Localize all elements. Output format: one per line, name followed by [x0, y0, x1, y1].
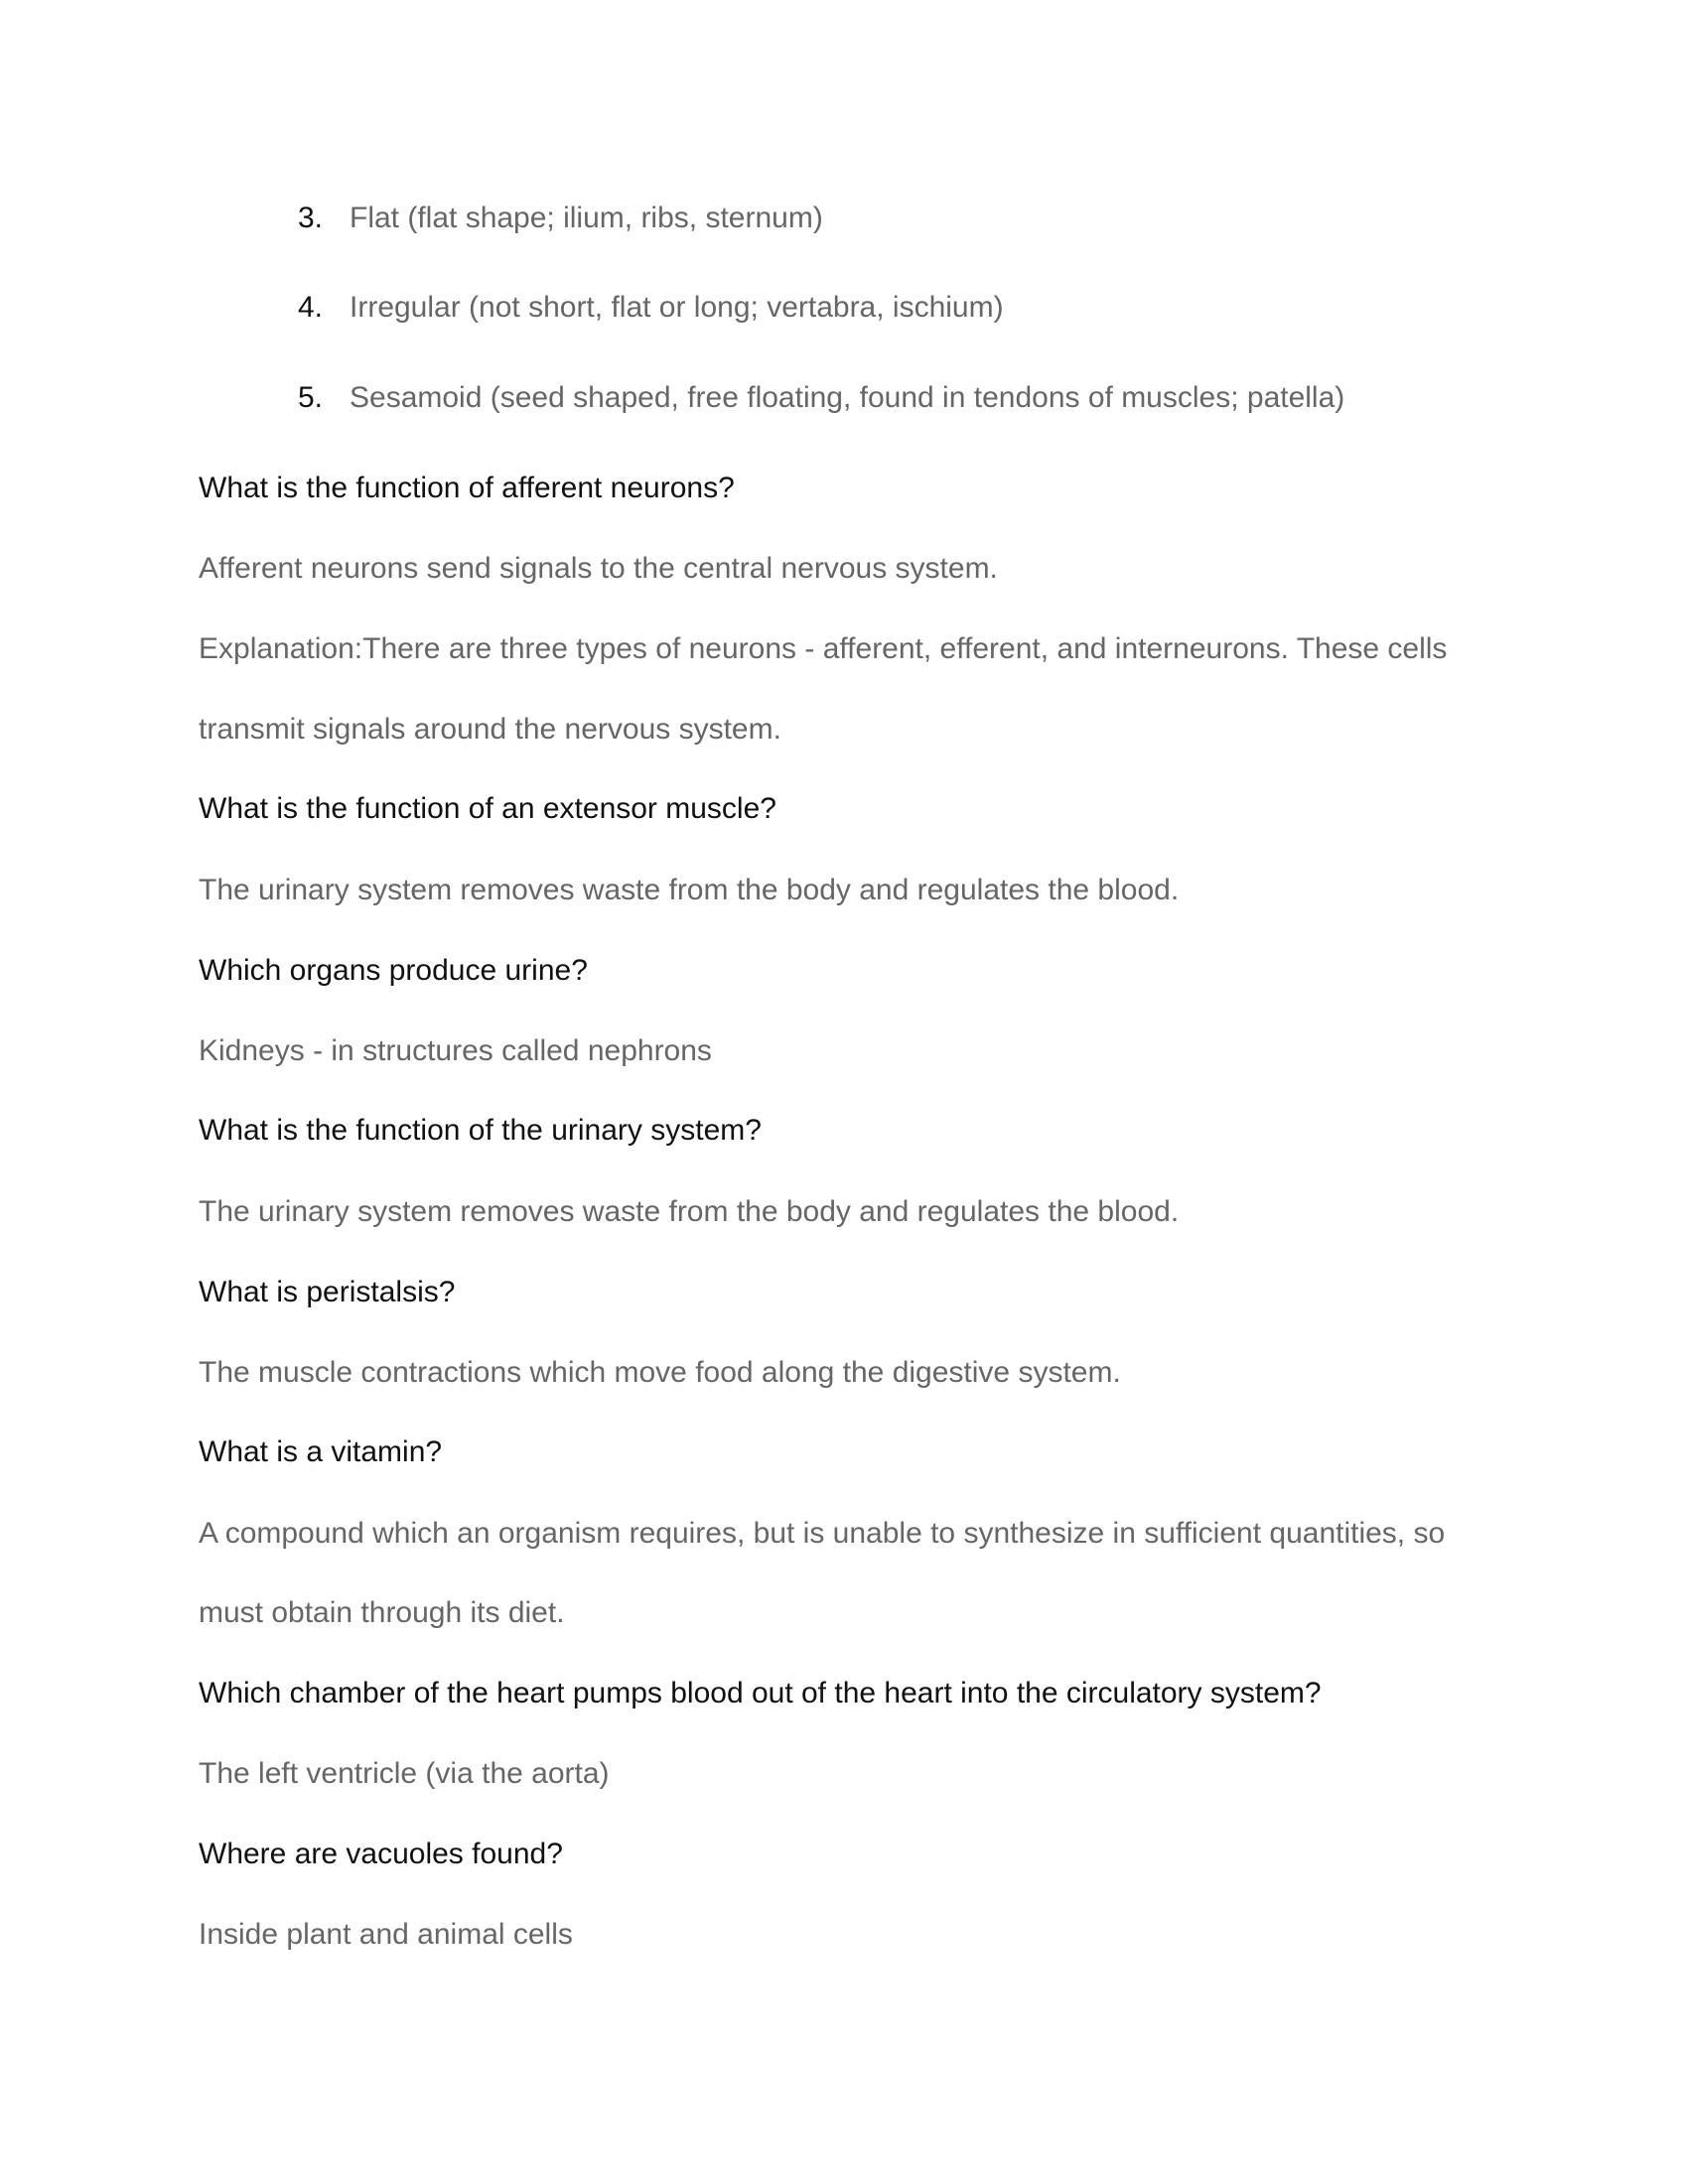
answer-line: The left ventricle (via the aorta) — [199, 1757, 610, 1790]
list-text: Sesamoid (seed shaped, free floating, found in tendons of muscles; patella) — [350, 381, 1345, 414]
answer-line: Afferent neurons send signals to the central nervous system. — [199, 552, 998, 585]
question-extensor-muscle: What is the function of an extensor muscle? — [199, 792, 776, 825]
answer-line: The urinary system removes waste from the body and regulates the blood. — [199, 1195, 1180, 1228]
question-peristalsis: What is peristalsis? — [199, 1276, 456, 1308]
list-text: Flat (flat shape; ilium, ribs, sternum) — [350, 202, 823, 234]
list-number: 3. — [298, 202, 324, 234]
answer-line: A compound which an organism requires, but is unable to synthesize in sufficient quantities, so — [199, 1517, 1446, 1550]
answer-line: Kidneys - in structures called nephrons — [199, 1034, 712, 1067]
answer-line: Inside plant and animal cells — [199, 1918, 573, 1951]
list-number: 5. — [298, 381, 324, 414]
list-item-irregular — [298, 290, 1004, 326]
question-urinary-system: What is the function of the urinary system? — [199, 1114, 762, 1147]
explanation-line: transmit signals around the nervous system. — [199, 713, 781, 746]
question-afferent-neurons: What is the function of afferent neurons? — [199, 472, 735, 504]
explanation-line: Explanation:There are three types of neurons - afferent, efferent, and interneurons. These cells — [199, 632, 1448, 665]
answer-line: The muscle contractions which move food along the digestive system. — [199, 1356, 1121, 1389]
question-organs-urine: Which organs produce urine? — [199, 954, 588, 987]
list-item-flat — [298, 201, 823, 236]
answer-line: must obtain through its diet. — [199, 1596, 565, 1629]
list-item-sesamoid — [298, 380, 1344, 416]
question-heart-chamber: Which chamber of the heart pumps blood out of the heart into the circulatory system? — [199, 1677, 1322, 1709]
question-vacuoles: Where are vacuoles found? — [199, 1838, 563, 1870]
list-text: Irregular (not short, flat or long; vertabra, ischium) — [350, 291, 1004, 324]
answer-line: The urinary system removes waste from the body and regulates the blood. — [199, 874, 1180, 906]
list-number: 4. — [298, 291, 324, 324]
question-vitamin: What is a vitamin? — [199, 1435, 443, 1468]
